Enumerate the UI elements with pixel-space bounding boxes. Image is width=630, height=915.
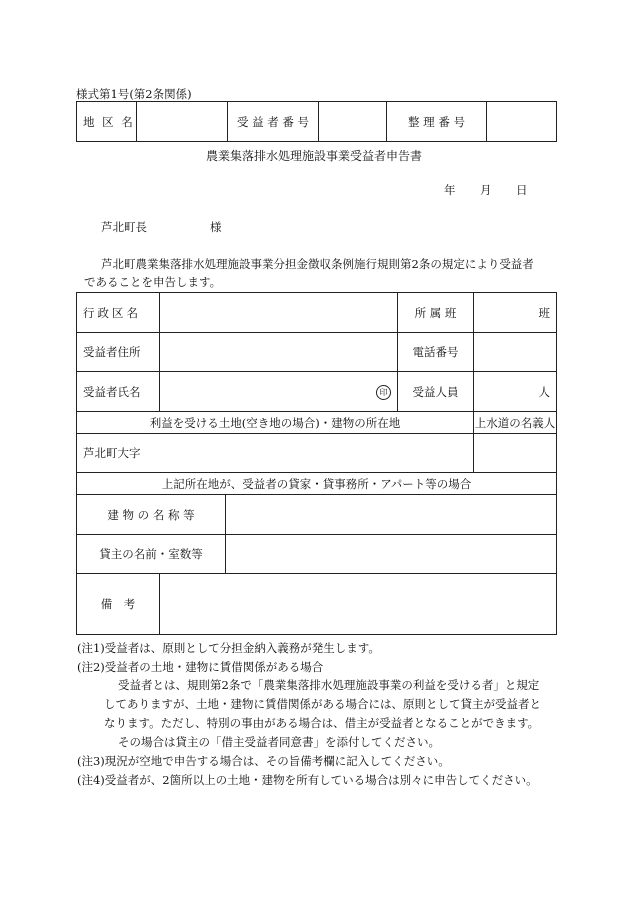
water-name-label: 上水道の名義人 [474,412,557,434]
location-prefix: 芦北町大字 [83,446,141,460]
landlord-field[interactable] [226,535,557,574]
note-2-detail-2: してありますが、土地・建物に賃借関係がある場合には、原則として貸主が受益者と [104,697,541,711]
note-2-detail-4: その場合は貸主の「借主受益者同意書」を添付してください。 [118,735,440,749]
main-form-table [76,292,557,635]
note-2: (注2)受益者の土地・建物に賃借関係がある場合 [77,660,324,674]
date-day: 日 [516,183,528,197]
date-month: 月 [480,183,492,197]
group-field[interactable] [474,293,557,333]
group-label: 所 属 班 [398,293,474,333]
beneficiary-number-field[interactable] [319,102,387,142]
addressee-honorific: 様 [210,220,222,234]
date-year: 年 [444,183,456,197]
addressee-name: 芦北町長 [101,220,147,234]
note-3: (注3)現況が空地で申告する場合は、その旨備考欄に記入してください。 [77,754,450,768]
reference-number-label: 整 理 番 号 [387,102,487,142]
members-label: 受益人員 [398,372,474,412]
header-table [76,101,557,142]
name-field[interactable] [160,372,398,412]
building-name-field[interactable] [226,495,557,535]
reference-number-field[interactable] [487,102,557,142]
district-field[interactable] [137,102,228,142]
phone-field[interactable] [474,333,557,372]
remarks-field[interactable] [160,574,557,635]
rental-header: 上記所在地が、受益者の貸家・貸事務所・アパート等の場合 [77,473,557,495]
address-field[interactable] [160,333,398,372]
note-2-detail-3: なります。ただし、特別の事由がある場合は、借主が受益者となることができます。 [104,716,540,730]
phone-label: 電話番号 [398,333,474,372]
land-location-label: 利益を受ける土地(空き地の場合)・建物の所在地 [77,412,474,434]
form-number-label: 様式第1号(第2条関係) [76,87,192,101]
document-title: 農業集落排水処理施設事業受益者申告書 [206,149,423,163]
district-label: 地 区 名 [77,102,137,142]
beneficiary-number-label: 受 益 者 番 号 [228,102,319,142]
note-4: (注4)受益者が、2箇所以上の土地・建物を所有している場合は別々に申告してください。 [77,773,538,787]
remarks-label: 備 考 [77,574,160,635]
group-unit: 班 [538,305,550,320]
seal-mark: 印 [376,385,391,400]
location-field[interactable] [77,434,474,473]
members-field[interactable] [474,372,557,412]
note-2-detail-1: 受益者とは、規則第2条で「農業集落排水処理施設事業の利益を受ける者」と規定 [118,678,540,692]
water-name-field[interactable] [474,434,557,473]
intro-line-2: であることを申告します。 [84,275,222,289]
building-name-label: 建 物 の 名 称 等 [77,495,226,535]
address-label: 受益者住所 [77,333,160,372]
landlord-label: 貸主の名前・室数等 [77,535,226,574]
intro-line-1: 芦北町農業集落排水処理施設事業分担金徴収条例施行規則第2条の規定により受益者 [101,257,534,271]
members-unit: 人 [538,384,550,399]
admin-district-field[interactable] [160,293,398,333]
admin-district-label: 行政区名 [77,293,160,333]
name-label: 受益者氏名 [77,372,160,412]
note-1: (注1)受益者は、原則として分担金納入義務が発生します。 [77,641,380,655]
